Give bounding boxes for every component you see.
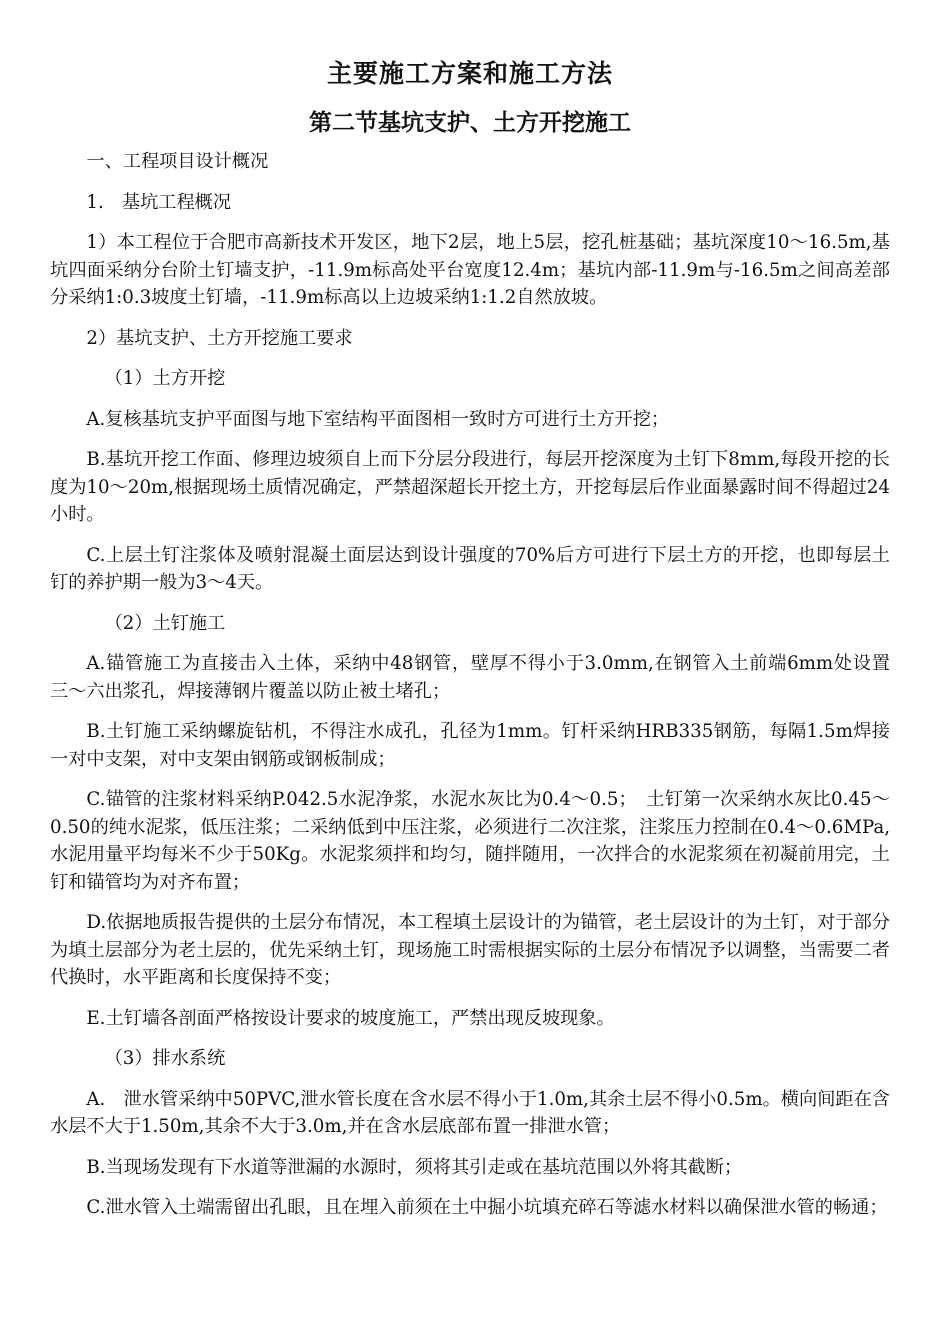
paragraph-excavation-b: B.基坑开挖工作面、修理边坡须自上而下分层分段进行，每层开挖深度为土钉下8mm,每段开挖的长度为10〜20m,根据现场土质情况确定，严禁超深超长开挖土方，开挖每层后作业面暴露时间不得超过24小时。 [50, 449, 890, 525]
paragraph-excavation-a: A.复核基坑支护平面图与地下室结构平面图相一致时方可进行土方开挖； [86, 408, 670, 430]
heading-requirements: 2）基坑支护、土方开挖施工要求 [86, 327, 353, 349]
heading-pit-overview: 1. 基坑工程概况 [86, 191, 232, 213]
paragraph-project-info: 1）本工程位于合肥市高新技术开发区，地下2层，地上5层，挖孔桩基础；基坑深度10〜16.5m,基坑四面采纳分台阶土钉墙支护，-11.9m标高处平台宽度12.4m；基坑内部-11.9m与-16.5m之间高差部分采纳1:0.3坡度土钉墙，-11.9m标高以上边坡采纳1:1.2自然放坡。 [50, 232, 890, 308]
paragraph-drainage-b: B.当现场发现有下水道等泄漏的水源时，须将其引走或在基坑范围以外将其截断； [86, 1156, 743, 1178]
paragraph-soil-nail-b: B.土钉施工采纳螺旋钻机，不得注水成孔，孔径为1mm。钉杆采纳HRB335钢筋，每隔1.5m焊接一对中支架，对中支架由钢筋或钢板制成； [50, 721, 890, 770]
document-title: 主要施工方案和施工方法 [326, 59, 613, 88]
subheading-soil-nail: （2）土钉施工 [104, 612, 226, 634]
paragraph-drainage-c: C.泄水管入土端需留出孔眼，且在埋入前须在土中掘小坑填充碎石等滤水材料以确保泄水管的畅通； [86, 1197, 888, 1218]
paragraph-soil-nail-e: E.土钉墙各剖面严格按设计要求的坡度施工，严禁出现反坡现象。 [86, 1007, 615, 1029]
heading-overview: 一、工程项目设计概况 [86, 151, 269, 172]
paragraph-excavation-c: C.上层土钉注浆体及喷射混凝土面层达到设计强度的70%后方可进行下层土方的开挖，也即每层土钉的养护期一般为3〜4天。 [50, 544, 890, 593]
subheading-excavation: （1）土方开挖 [104, 368, 226, 389]
section-title: 第二节基坑支护、土方开挖施工 [309, 110, 631, 136]
paragraph-soil-nail-c: C.锚管的注浆材料采纳P.042.5水泥净浆，水泥水灰比为0.4〜0.5； 土钉第一次采纳水灰比0.45〜0.50的纯水泥浆，低压注浆；二采纳低到中压注浆，必须进行二次注浆，注浆压力控制在0.4〜0.6MPa,水泥用量平均每米不少于50Kg。水泥浆须拌和均匀，随拌随用，一次拌合的水泥浆须在初凝前用完，土钉和锚管均为对齐布置； [50, 789, 890, 893]
paragraph-soil-nail-d: D.依据地质报告提供的土层分布情况，本工程填土层设计的为锚管，老土层设计的为土钉，对于部分为填土层部分为老土层的，优先采纳土钉，现场施工时需根据实际的土层分布情况予以调整，当需要二者代换时，水平距离和长度保持不变； [50, 912, 890, 988]
subheading-drainage: （3）排水系统 [104, 1048, 226, 1069]
paragraph-drainage-a: A. 泄水管采纳中50PVC,泄水管长度在含水层不得小于1.0m,其余土层不得小0.5m。横向间距在含水层不大于1.50m,其余不大于3.0m,并在含水层底部布置一排泄水管； [50, 1088, 890, 1137]
paragraph-soil-nail-a: A.锚管施工为直接击入土体，采纳中48钢管，壁厚不得小于3.0mm,在钢管入土前端6mm处设置三〜六出浆孔，焊接薄钢片覆盖以防止被土堵孔； [50, 653, 890, 702]
